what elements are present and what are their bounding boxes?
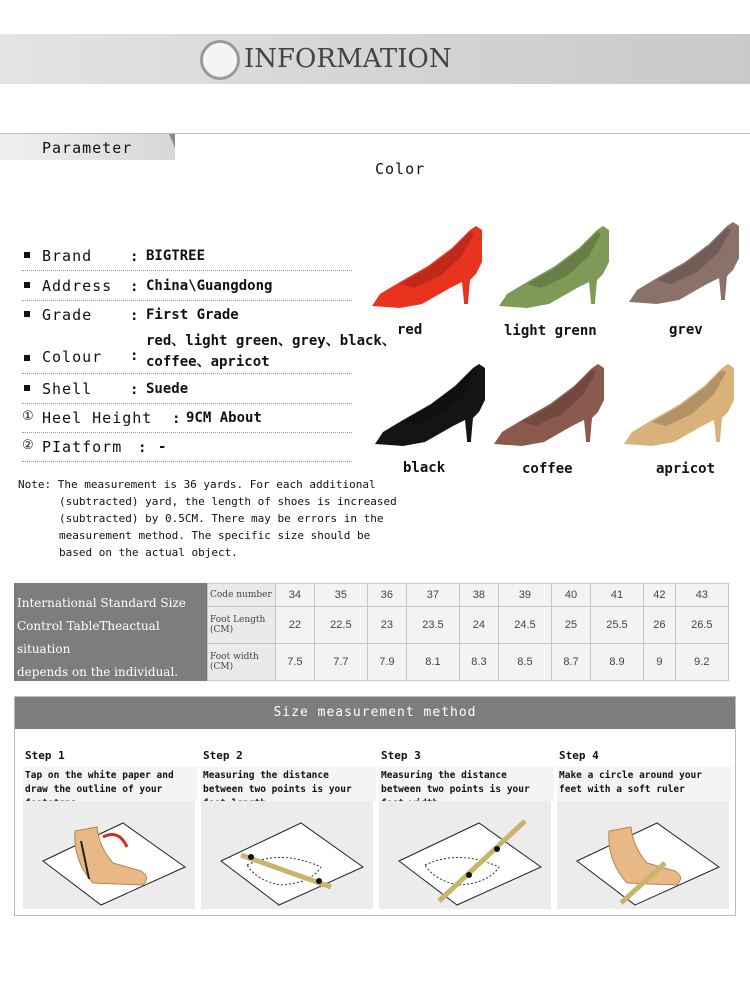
shoe-2 [627, 218, 750, 318]
shoe-label: black [403, 460, 446, 476]
table-cell: 23 [368, 606, 407, 643]
method-title: Size measurement method [273, 705, 477, 720]
step-description: Make a circle around your feet with a soft ruler [557, 767, 732, 801]
size-table [207, 583, 729, 681]
spec-value: red、light green、grey、black、 [146, 333, 396, 349]
spec-heel-height [22, 405, 352, 433]
step-1 [23, 749, 195, 909]
table-cell: 8.7 [552, 643, 591, 680]
bullet-icon [24, 355, 30, 361]
row-header: Code number [208, 584, 276, 607]
table-cell: 25 [552, 606, 591, 643]
table-cell: 25.5 [590, 606, 643, 643]
size-note [18, 476, 408, 561]
note-line: (subtracted) by 0.5CM. There may be errors in the [59, 512, 384, 525]
table-cell: 37 [406, 584, 459, 607]
spec-value: 9CM About [186, 410, 262, 426]
table-cell: 43 [675, 584, 728, 607]
table-cell: 9.2 [675, 643, 728, 680]
table-cell: 40 [552, 584, 591, 607]
page-title: INFORMATION [244, 44, 452, 74]
table-cell: 36 [368, 584, 407, 607]
table-row [208, 643, 729, 680]
bullet-icon [24, 385, 30, 391]
shoe-label: apricot [656, 461, 716, 477]
spec-colon: : [130, 249, 139, 265]
table-row [208, 606, 729, 643]
step-title: Step 2 [203, 749, 243, 762]
foot-measure-icon [557, 801, 729, 909]
foot-measure-icon [201, 801, 373, 909]
method-header [15, 697, 735, 729]
caption-line: International Standard Size [17, 596, 186, 610]
table-cell: 8.1 [406, 643, 459, 680]
parameter-label: Parameter [42, 139, 133, 157]
measurement-method-panel [14, 696, 736, 916]
spec-key: Colour [42, 348, 103, 366]
table-cell: 42 [644, 584, 676, 607]
spec-colon: : [130, 382, 139, 398]
note-line: (subtracted) yard, the length of shoes is increased [59, 495, 397, 508]
color-title: Color [375, 160, 426, 178]
spec-address [22, 273, 352, 301]
shoe-1 [497, 222, 627, 322]
table-cell: 24 [460, 606, 499, 643]
step-illustration [379, 801, 551, 909]
caption-line: Control TableTheactual situation [17, 619, 160, 656]
bullet-icon [24, 311, 30, 317]
parameter-tab [0, 134, 175, 160]
spec-value: Suede [146, 381, 189, 397]
pump-shoe-icon [497, 222, 622, 312]
table-cell: 26 [644, 606, 676, 643]
table-cell: 24.5 [498, 606, 551, 643]
step-illustration [557, 801, 729, 909]
step-4 [557, 749, 729, 909]
bullet-icon [24, 282, 30, 288]
spec-colon: : [172, 411, 181, 427]
table-cell: 8.5 [498, 643, 551, 680]
spec-shell [22, 376, 352, 404]
table-row [208, 584, 729, 607]
row-header: Foot Length (CM) [208, 606, 276, 643]
caption-line: depends on the individual. [17, 665, 179, 679]
foot-measure-icon [379, 801, 551, 909]
step-title: Step 4 [559, 749, 599, 762]
spec-value: coffee、apricot [146, 354, 270, 370]
step-description: Measuring the distance between two points is your [201, 767, 376, 801]
spec-platform [22, 434, 352, 462]
note-line: based on the actual object. [59, 546, 238, 559]
note-line: measurement method. The specific size should be [59, 529, 371, 542]
pump-shoe-icon [627, 218, 750, 308]
table-cell: 8.9 [590, 643, 643, 680]
table-cell: 9 [644, 643, 676, 680]
table-cell: 34 [276, 584, 315, 607]
spec-key: Brand [42, 247, 93, 265]
spec-value: China\Guangdong [146, 278, 273, 294]
shoe-5 [622, 360, 750, 460]
spec-colon: : [130, 308, 139, 324]
shoe-label: grev [669, 322, 703, 338]
step-title: Step 1 [25, 749, 65, 762]
spec-key: Address [42, 277, 113, 295]
spec-key: Shell [42, 380, 93, 398]
bullet-icon [24, 252, 30, 258]
spec-colon: : [130, 279, 139, 295]
spec-value: - [158, 439, 167, 455]
step-description: Tap on the white paper and draw the outline of your [23, 767, 198, 801]
pump-shoe-icon [492, 360, 617, 450]
spec-value: BIGTREE [146, 248, 206, 264]
spec-key: Heel Height [42, 409, 153, 427]
spec-value: First Grade [146, 307, 239, 323]
circled-one-icon: ① [22, 409, 34, 424]
circle-icon [200, 40, 240, 80]
shoe-label: red [397, 322, 423, 338]
spec-key: Grade [42, 306, 93, 324]
pump-shoe-icon [370, 222, 495, 312]
table-cell: 8.3 [460, 643, 499, 680]
table-cell: 35 [314, 584, 367, 607]
spec-key: PIatform [42, 438, 123, 456]
table-cell: 26.5 [675, 606, 728, 643]
pump-shoe-icon [622, 360, 747, 450]
table-cell: 23.5 [406, 606, 459, 643]
pump-shoe-icon [373, 360, 498, 450]
step-3 [379, 749, 551, 909]
note-line: Note: The measurement is 36 yards. For each additional [18, 478, 376, 491]
table-cell: 7.7 [314, 643, 367, 680]
table-cell: 41 [590, 584, 643, 607]
circled-two-icon: ② [22, 438, 34, 453]
size-table-caption [14, 583, 207, 681]
step-illustration [201, 801, 373, 909]
spec-colon: : [138, 440, 147, 456]
header-banner [0, 34, 750, 84]
spec-colour [22, 326, 396, 374]
table-cell: 7.9 [368, 643, 407, 680]
foot-measure-icon [23, 801, 195, 909]
table-cell: 38 [460, 584, 499, 607]
shoe-0 [370, 222, 500, 322]
table-cell: 39 [498, 584, 551, 607]
shoe-3 [373, 360, 503, 460]
row-header: Foot width (CM) [208, 643, 276, 680]
table-cell: 7.5 [276, 643, 315, 680]
step-illustration [23, 801, 195, 909]
step-2 [201, 749, 373, 909]
shoe-label: light grenn [504, 323, 597, 339]
spec-brand [22, 243, 352, 271]
spec-colon: : [130, 348, 139, 364]
shoe-4 [492, 360, 622, 460]
table-cell: 22 [276, 606, 315, 643]
step-title: Step 3 [381, 749, 421, 762]
shoe-label: coffee [522, 461, 573, 477]
step-description: Measuring the distance between two points is your [379, 767, 554, 801]
table-cell: 22.5 [314, 606, 367, 643]
